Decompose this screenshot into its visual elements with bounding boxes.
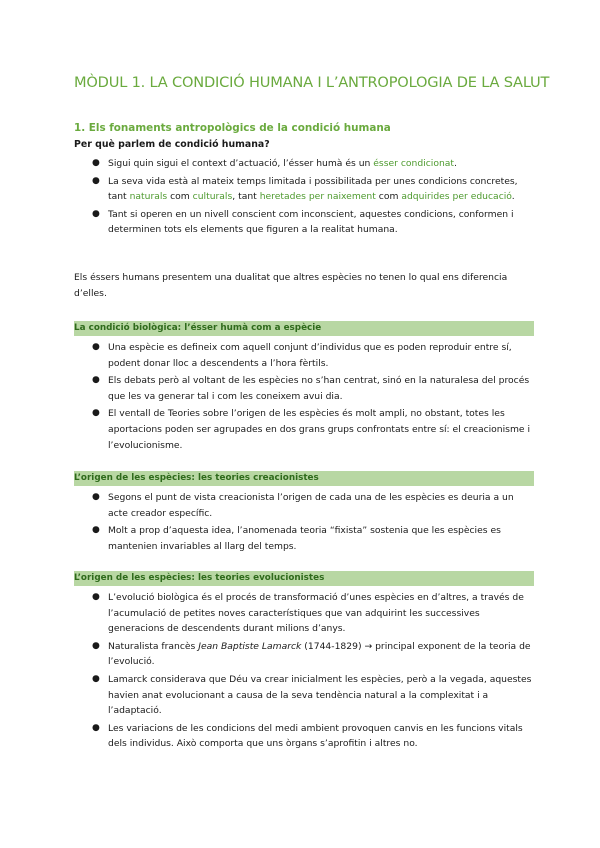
band-label: L’origen de les espècies: les teories creacionistes bbox=[74, 473, 319, 483]
bullet-icon: ● bbox=[92, 722, 100, 733]
section-subheading: Per què parlem de condició humana? bbox=[74, 139, 270, 150]
highlight-term: naturals bbox=[129, 191, 168, 203]
section-band-evolutionist bbox=[74, 571, 534, 586]
document-title: MÒDUL 1. LA CONDICIÓ HUMANA I L’ANTROPOLOGIA DE LA SALUT bbox=[74, 74, 550, 91]
list-item: ● La seva vida està al mateix temps limitada i possibilitada per unes condicions concretes, tant naturals com culturals, tant heretades per naixement com adquirides per educació. bbox=[92, 175, 518, 203]
band-label: L’origen de les espècies: les teories evolucionistes bbox=[74, 573, 325, 583]
body-paragraph: Els éssers humans presentem una dualitat que altres espècies no tenen lo qual ens diferencia d’elles. bbox=[74, 272, 508, 299]
bullet-icon: ● bbox=[92, 342, 100, 352]
list-item: ● Els debats però al voltant de les espècies no s’han centrat, sinó en la naturalesa del procés que les va generar tal i com les coneixem avui dia. bbox=[92, 375, 530, 402]
section-band-biological bbox=[74, 321, 534, 336]
bullet-icon: ● bbox=[92, 525, 100, 536]
bullet-icon: ● bbox=[92, 175, 100, 186]
bullet-list-intro bbox=[92, 156, 534, 240]
list-item: ● Tant si operen en un nivell conscient com inconscient, aquestes condicions, conformen i determinen tots els elements que figuren a la realitat humana. bbox=[92, 208, 514, 236]
section-heading: 1. Els fonaments antropològics de la condició humana bbox=[74, 122, 391, 134]
highlight-term: adquirides per educació bbox=[401, 191, 512, 203]
highlight-term: heretades per naixement bbox=[259, 191, 376, 203]
list-item: ● Sigui quin sigui el context d’actuació, l’ésser humà és un ésser condicionat. bbox=[92, 156, 534, 172]
bullet-icon: ● bbox=[92, 492, 100, 502]
highlight-term: culturals bbox=[192, 191, 233, 203]
list-item: ● Segons el punt de vista creacionista l’origen de cada una de les espècies es deuria a un acte creador específic. bbox=[92, 492, 514, 519]
bullet-list-biological bbox=[92, 340, 534, 455]
band-label: La condició biològica: l’ésser humà com a espècie bbox=[74, 323, 322, 333]
bullet-list-creationist bbox=[92, 490, 534, 556]
highlight-term: ésser condicionat bbox=[373, 158, 455, 169]
list-item: ● Les variacions de les condicions del medi ambient provoquen canvis en les funcions vitals dels individus. Això comporta que uns òrgans s’aprofitin i altres no. bbox=[92, 722, 523, 750]
section-band-creationist bbox=[74, 471, 534, 486]
list-item: ● Una espècie es defineix com aquell conjunt d’individus que es poden reproduir entre sí, podent donar lloc a descendents a l’hora fèrtils. bbox=[92, 342, 512, 369]
italic-name: Jean Baptiste Lamarck bbox=[198, 640, 302, 652]
bullet-icon: ● bbox=[92, 408, 100, 419]
bullet-list-evolutionist bbox=[92, 590, 534, 754]
bullet-icon: ● bbox=[92, 592, 100, 602]
list-item: ● L’evolució biològica és el procés de transformació d’unes espècies en d’altres, a través de l’acumulació de petites noves característiques que van adquirint les successives generacions de descendents durant milions d’anys. bbox=[92, 592, 524, 635]
list-item: ● El ventall de Teories sobre l’origen de les espècies és molt ampli, no obstant, totes les aportacions poden ser agrupades en dos grans grups confrontats entre sí: el creacionisme i l’evolucionisme. bbox=[92, 408, 531, 451]
bullet-icon: ● bbox=[92, 673, 100, 684]
bullet-icon: ● bbox=[92, 640, 100, 651]
bullet-icon: ● bbox=[92, 375, 100, 386]
bullet-icon: ● bbox=[92, 158, 100, 168]
list-item: ● Lamarck considerava que Déu va crear inicialment les espècies, però a la vegada, aquestes havien anat evolucionant a causa de la seva tendència natural a la complexitat i a l’adaptació. bbox=[92, 673, 532, 717]
bullet-icon: ● bbox=[92, 208, 100, 219]
list-item: ● Naturalista francès Jean Baptiste Lamarck (1744-1829) → principal exponent de la teoria de l’evolució. bbox=[92, 640, 531, 668]
list-item: ● Molt a prop d’aquesta idea, l’anomenada teoria “fixista” sostenia que les espècies es mantenien invariables al llarg del temps. bbox=[92, 525, 501, 552]
